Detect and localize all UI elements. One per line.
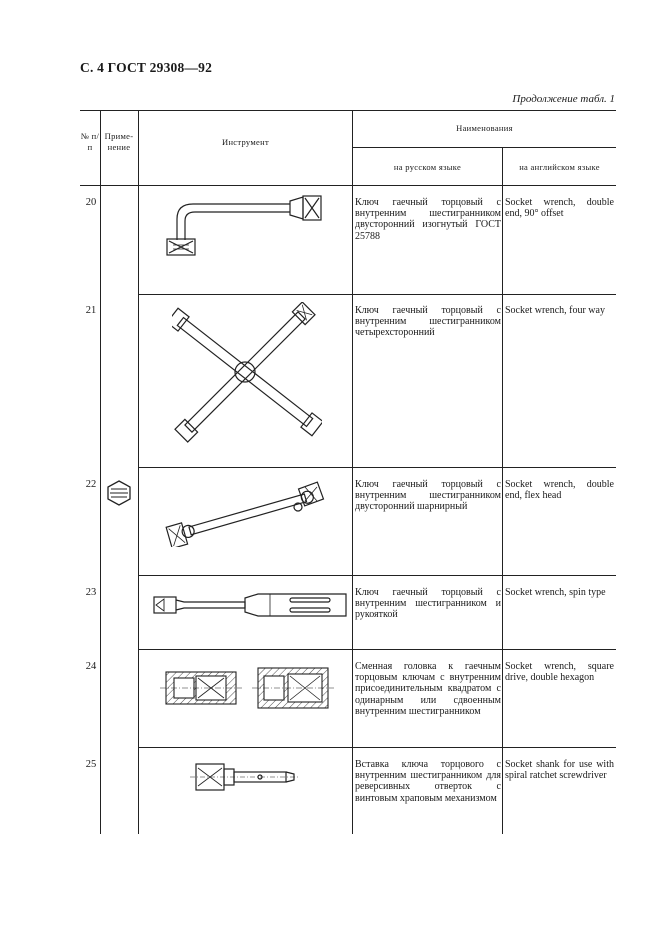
english-name: Socket wrench, square drive, double hexagon — [505, 661, 614, 684]
russian-name: Ключ гаечный торцовый с внутренним шестигранником двусторонний изогнутый ГОСТ 25788 — [355, 197, 501, 242]
row-number: 24 — [85, 661, 97, 672]
english-name: Socket shank for use with spiral ratchet screwdriver — [505, 759, 614, 782]
l-shaped-socket-wrench-icon — [155, 195, 335, 265]
flex-head-socket-wrench-icon — [155, 477, 335, 547]
row-number: 22 — [85, 479, 97, 490]
row-number: 25 — [85, 759, 97, 770]
socket-heads-section-icon — [158, 662, 338, 714]
russian-name: Сменная головка к гаечным торцовым ключам с внутренним присоединительным квадратом с одинарным или сдвоенным внутренним шестигранником — [355, 661, 501, 717]
hexagon-icon — [106, 480, 132, 506]
english-name: Socket wrench, four way — [505, 305, 605, 316]
english-name: Socket wrench, double end, 90° offset — [505, 197, 614, 220]
column-header-usage: Приме- нение — [104, 131, 134, 152]
table-continuation-label: Продолжение табл. 1 — [512, 93, 615, 105]
column-header-english: на английском языке — [519, 162, 600, 172]
column-header-tool: Инструмент — [222, 137, 269, 147]
russian-name: Вставка ключа торцового с внутренним шестигранником для реверсивных отверток с винтовым храповым механизмом — [355, 759, 501, 804]
russian-name: Ключ гаечный торцовый с внутренним шестигранником двусторонний шарнирный — [355, 479, 501, 513]
english-name: Socket wrench, double end, flex head — [505, 479, 614, 502]
english-name: Socket wrench, spin type — [505, 587, 606, 598]
socket-shank-icon — [190, 760, 300, 794]
row-number: 21 — [85, 305, 97, 316]
row-number: 23 — [85, 587, 97, 598]
column-header-names: Наименования — [456, 123, 513, 133]
column-header-number: № п/п — [80, 131, 100, 152]
page-title: С. 4 ГОСТ 29308—92 — [80, 60, 213, 75]
four-way-socket-wrench-icon — [172, 302, 322, 447]
russian-name: Ключ гаечный торцовый с внутренним шестигранником и рукояткой — [355, 587, 501, 621]
row-number: 20 — [85, 197, 97, 208]
russian-name: Ключ гаечный торцовый с внутренним шестигранником четырехсторонний — [355, 305, 501, 339]
column-header-russian: на русском языке — [393, 162, 462, 172]
spin-socket-wrench-icon — [150, 588, 350, 624]
